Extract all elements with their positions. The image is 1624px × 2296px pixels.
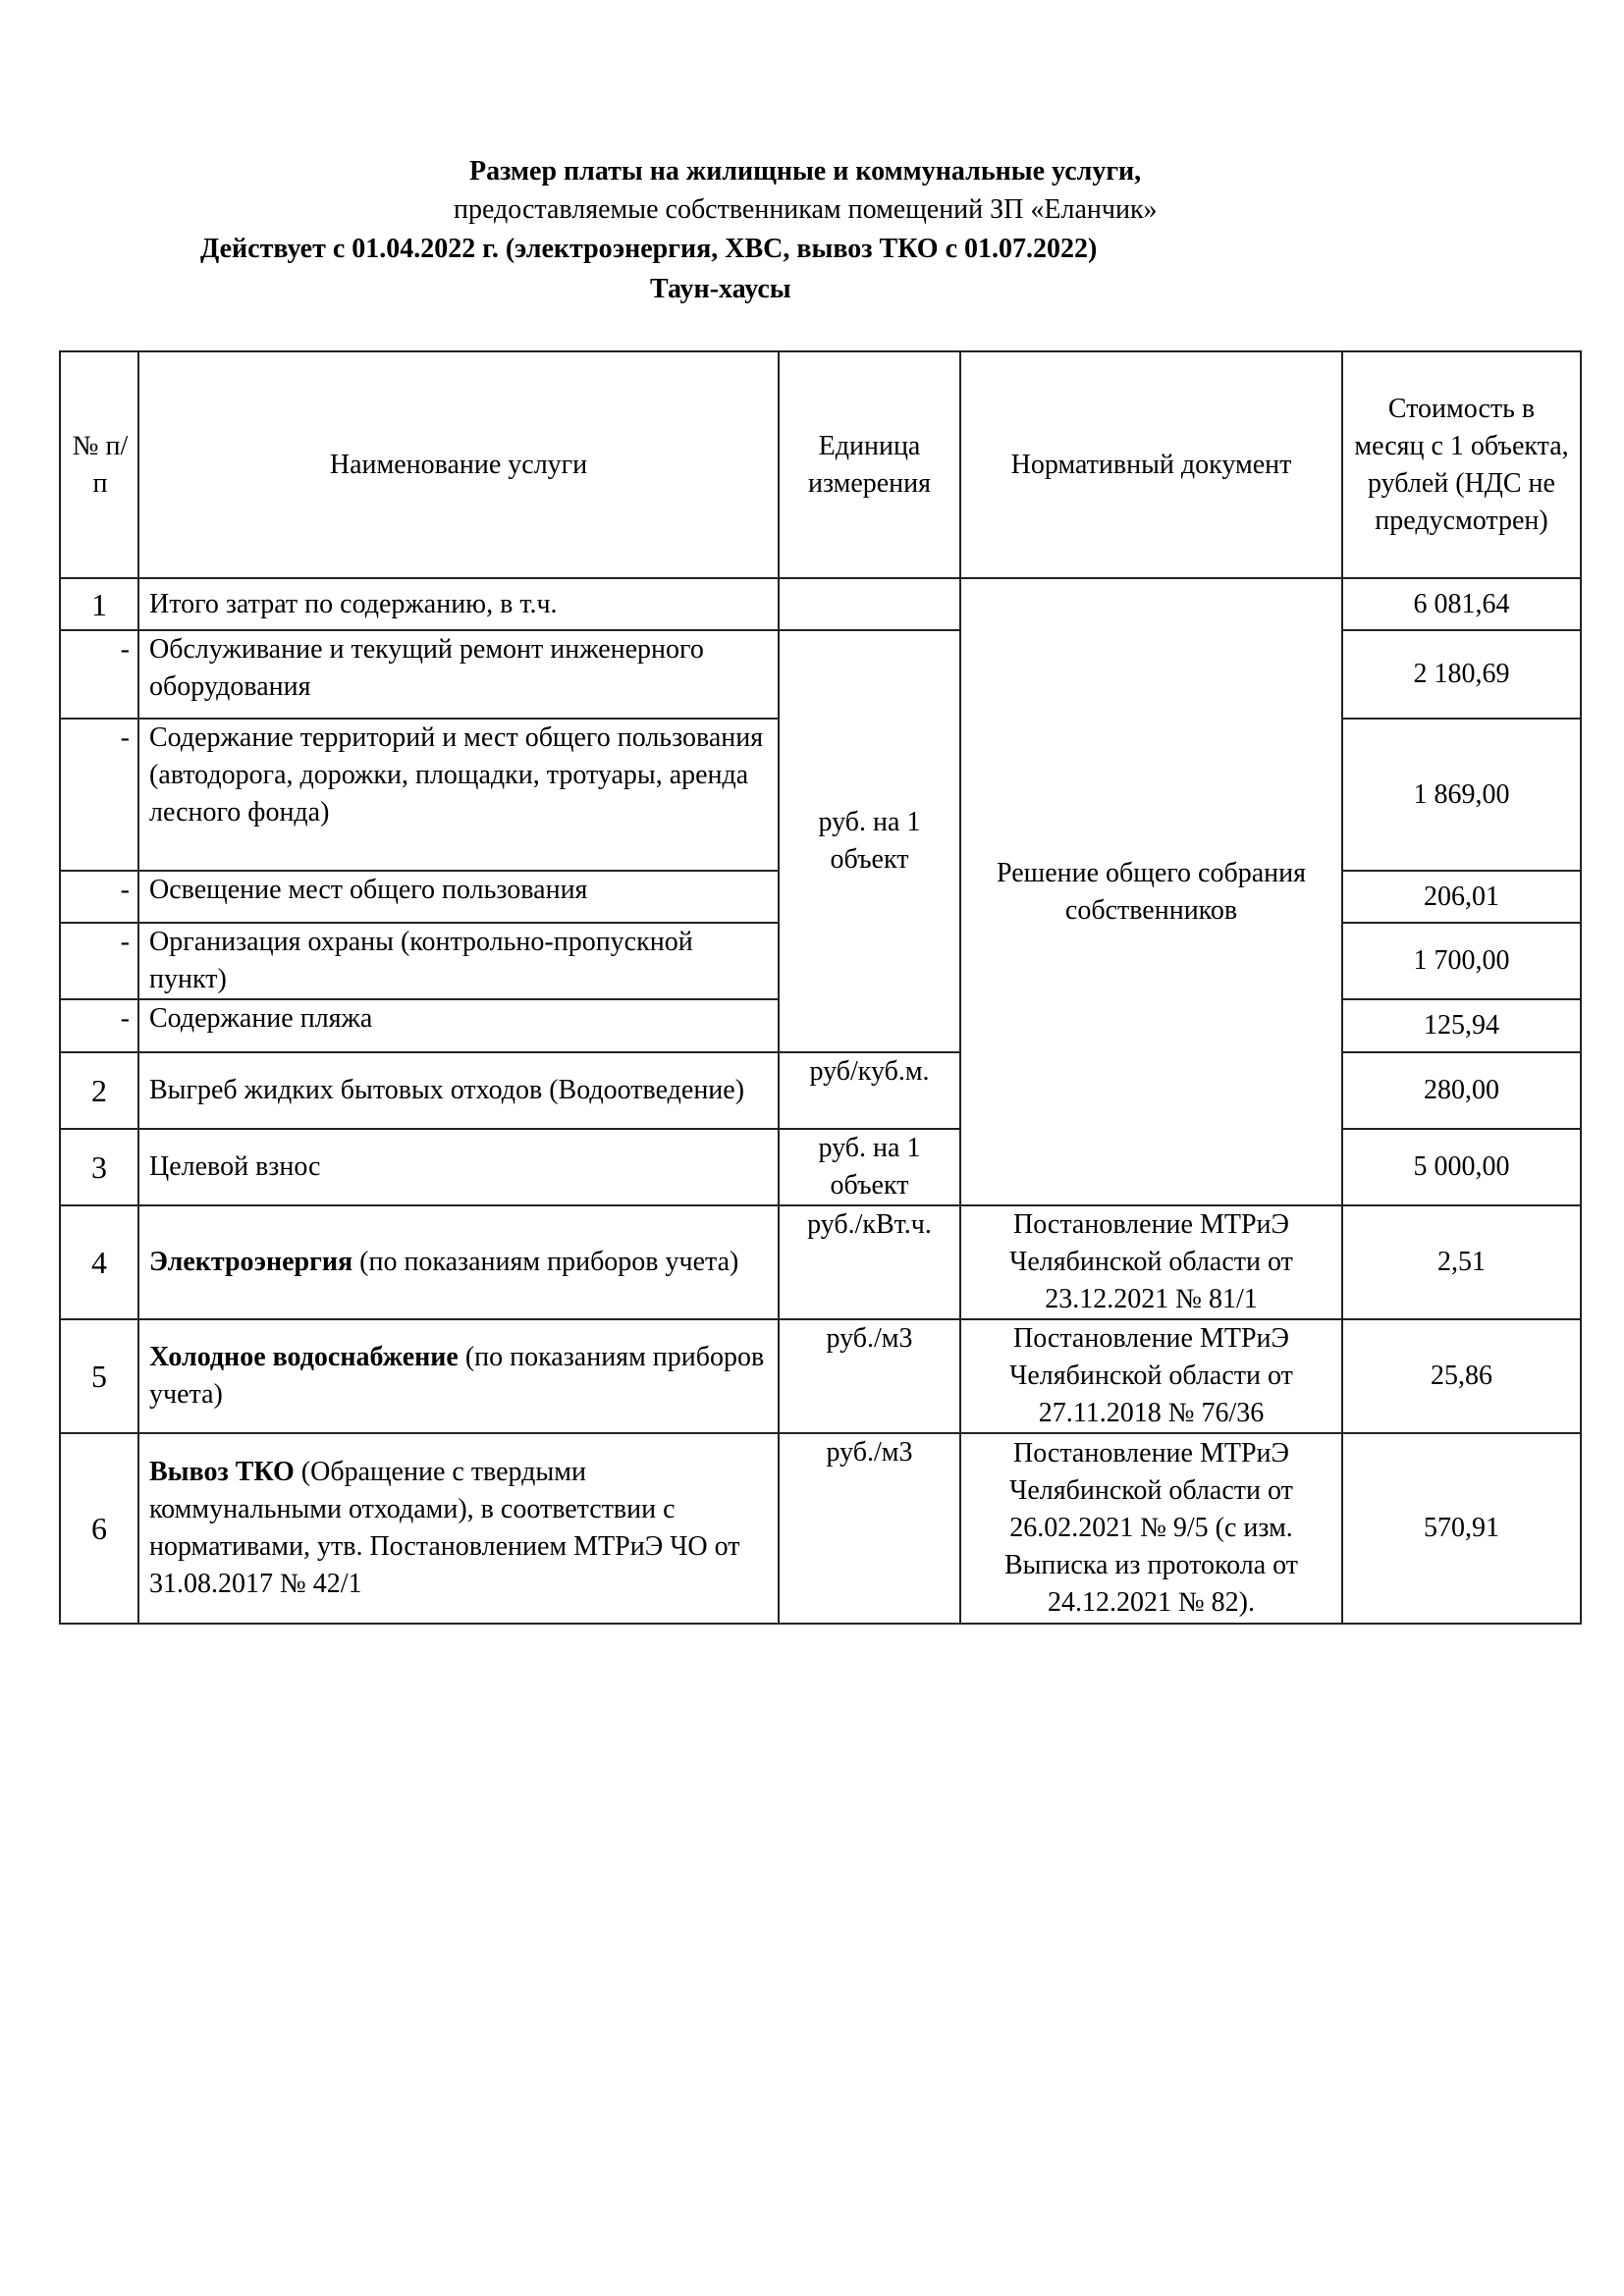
row-cost: 2,51	[1342, 1205, 1581, 1319]
row-name-rest: (по показаниям приборов учета)	[149, 1342, 765, 1410]
row-cost: 570,91	[1342, 1433, 1581, 1624]
table-row	[60, 578, 1581, 630]
row-name: Выгреб жидких бытовых отходов (Водоотведение)	[138, 1052, 779, 1129]
row-num: 6	[60, 1433, 138, 1624]
row-cost: 2 180,69	[1342, 630, 1581, 719]
row-name: Итого затрат по содержанию, в т.ч.	[138, 578, 779, 630]
row-unit	[779, 578, 960, 630]
document-subtitle: предоставляемые собственникам помещений ЗП «Еланчик»	[454, 194, 1158, 225]
table-row	[60, 1433, 1581, 1624]
row-cost: 25,86	[1342, 1319, 1581, 1433]
col-header-name: Наименование услуги	[138, 351, 779, 578]
table-row	[60, 1052, 1581, 1129]
housing-category: Таун-хаусы	[650, 274, 791, 304]
row-name-bold: Холодное водоснабжение	[149, 1342, 459, 1372]
row-doc: Постановление МТРиЭ Челябинской области от 23.12.2021 № 81/1	[960, 1205, 1342, 1319]
row-num: 2	[60, 1052, 138, 1129]
row-unit: руб/куб.м.	[779, 1052, 960, 1129]
col-header-cost: Стоимость в месяц с 1 объекта, рублей (НДС не предусмотрен)	[1342, 351, 1581, 578]
row-name: Обслуживание и текущий ремонт инженерного оборудования	[138, 630, 779, 719]
row-doc-merged: Решение общего собрания собственников	[960, 578, 1342, 1205]
row-unit: руб./м3	[779, 1319, 960, 1433]
row-doc: Постановление МТРиЭ Челябинской области от 26.02.2021 № 9/5 (с изм. Выписка из протокола от 24.12.2021 № 82).	[960, 1433, 1342, 1624]
row-unit: руб./кВт.ч.	[779, 1205, 960, 1319]
row-num: -	[60, 871, 138, 923]
row-cost: 5 000,00	[1342, 1129, 1581, 1205]
col-header-num: № п/п	[60, 351, 138, 578]
row-cost: 1 700,00	[1342, 923, 1581, 999]
table-row	[60, 1129, 1581, 1205]
row-name: Целевой взнос	[138, 1129, 779, 1205]
row-cost: 6 081,64	[1342, 578, 1581, 630]
row-num: 4	[60, 1205, 138, 1319]
row-name: Содержание пляжа	[138, 999, 779, 1052]
row-num: -	[60, 630, 138, 719]
row-name-bold: Вывоз ТКО	[149, 1457, 295, 1487]
row-unit: руб. на 1 объект	[779, 1129, 960, 1205]
col-header-doc: Нормативный документ	[960, 351, 1342, 578]
row-unit: руб./м3	[779, 1433, 960, 1624]
row-name-bold: Электроэнергия	[149, 1247, 353, 1277]
row-name: Организация охраны (контрольно-пропускной пункт)	[138, 923, 779, 999]
row-num: 3	[60, 1129, 138, 1205]
row-name: Освещение мест общего пользования	[138, 871, 779, 923]
tariff-table	[59, 350, 1582, 1625]
row-name	[138, 1319, 779, 1433]
row-num: -	[60, 923, 138, 999]
effective-date: Действует с 01.04.2022 г. (электроэнергия, ХВС, вывоз ТКО с 01.07.2022)	[200, 234, 1098, 264]
row-name	[138, 1433, 779, 1624]
row-cost: 280,00	[1342, 1052, 1581, 1129]
row-doc: Постановление МТРиЭ Челябинской области от 27.11.2018 № 76/36	[960, 1319, 1342, 1433]
row-unit-merged: руб. на 1 объект	[779, 630, 960, 1052]
row-cost: 1 869,00	[1342, 719, 1581, 871]
table-row	[60, 1205, 1581, 1319]
row-name: Содержание территорий и мест общего пользования (автодорога, дорожки, площадки, тротуары, аренда лесного фонда)	[138, 719, 779, 871]
row-num: -	[60, 719, 138, 871]
row-cost: 206,01	[1342, 871, 1581, 923]
table-row	[60, 630, 1581, 719]
row-num: 5	[60, 1319, 138, 1433]
row-num: -	[60, 999, 138, 1052]
row-name-rest: (по показаниям приборов учета)	[352, 1247, 739, 1277]
table-row	[60, 1319, 1581, 1433]
row-cost: 125,94	[1342, 999, 1581, 1052]
row-name-rest: (Обращение с твердыми коммунальными отходами), в соответствии с нормативами, утв. Постановлением МТРиЭ ЧО от 31.08.2017 № 42/1	[149, 1457, 740, 1599]
row-name	[138, 1205, 779, 1319]
col-header-unit: Единица измерения	[779, 351, 960, 578]
table-header-row	[60, 351, 1581, 578]
document-title: Размер платы на жилищные и коммунальные услуги,	[469, 156, 1142, 187]
row-num: 1	[60, 578, 138, 630]
